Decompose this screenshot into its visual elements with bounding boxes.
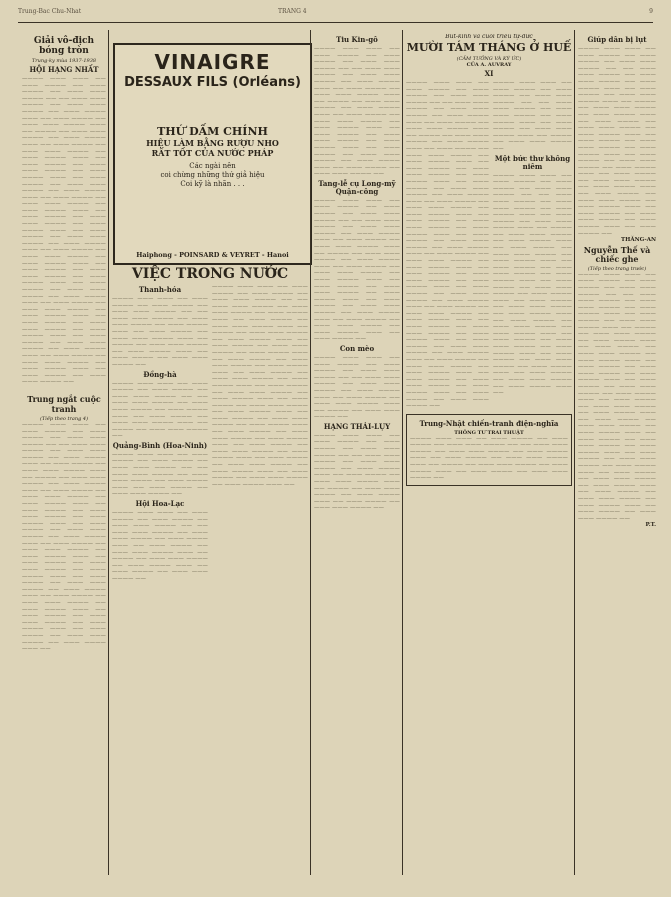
ad-line-5: coi chừng những thứ giả hiệu	[160, 171, 265, 179]
signature-thang-an: THĂNG-AN	[621, 237, 656, 244]
column-flood-relief	[578, 34, 656, 874]
section-tang-le: Tang-lễ cụ Long-mỹ Quận-công	[318, 178, 396, 196]
section-hoi-hoa-lac: Hội Hoa-Lạc	[135, 499, 185, 509]
ad-line-6: Coi kỹ là nhãn . . .	[180, 180, 245, 188]
column-rule-2	[310, 30, 311, 875]
ad-agent: Haiphong - POINSARD & VEYRET - Hanoi	[136, 251, 289, 259]
thanh-hoa-body: ———— ——— ——— —— ——— ———— —— ——— ———— —— ——— ——— ———— —— —— ——— ——— ———— —— ——— ——— ———— —— ——— ———— ——— —— ——— ———— —— ——— ——— ———— ——— —— ———— —— ——— ——— ———— —— ——— ———— ——— —— ——— ———— —— ——— ——— ———— ——	[112, 296, 208, 368]
section-con-meo: Con mèo	[339, 343, 375, 353]
nguyen-the-subtitle: (Tiếp theo trang trước)	[587, 265, 647, 272]
con-meo-body: ———— ——— ——— —— ——— ———— —— ——— ———— —— ——— ——— ———— —— —— ——— ——— ———— —— ——— ——— ———— —— ——— ———— ——— —— ——— ———— —— ——— ——— ———— ——— —— ———— —— ——— ——— ———— ——	[314, 354, 400, 421]
section-hang-thai-luy: HẠNG THÁI-LỤY	[323, 421, 391, 431]
domestic-news-title: VIỆC TRONG NƯỚC	[131, 266, 289, 282]
masthead-left: Trung-Bac Chu-Nhat	[18, 8, 82, 15]
war-subheading: (Tiếp theo trang 4)	[39, 415, 89, 422]
tiu-kin-go-body: ———— ——— ——— —— ——— ———— —— ——— ———— —— ——— ——— ———— —— —— ——— ——— ———— —— ——— ——— ———— —— ——— ———— ——— —— ——— ———— —— ——— ——— ———— ——— —— ———— —— ——— ——— ———— —— ——— ———— ——— —— ——— ———— —— ——— ——— ———— —— ——— ———— ——— —— ——— ———— —— ——— ——— ———— —— ——— ———— ——— —— ——— ———— —— ——— ——— ———— —— ——— ———— ——— —— ——— ———— —— ——— ——— ———— ——	[314, 46, 400, 178]
masthead-center: TRANG 4	[278, 8, 307, 15]
memoir-body-1: ———— ——— ——— —— ——— ———— —— ——— ———— —— ——— ——— ———— —— —— ——— ——— ———— —— ——— ——— ———— —— ——— ———— ——— —— ——— ———— —— ——— ——— ———— ——— —— ———— —— ——— ——— ———— —— ——— ———— ——— —— ——— ———— —— ——— ——— ———— —— ——— ———— ——— —— ——— ———— —— ——— ——— ———— —— ——— ———— ——— —— ——— ———— —— ——— ——— ———— —— ——— ———— ——— —— ——— ———— —— ——— ——— ———— —— ——— ———— ——— —— ——— ———— —— ——— ——— ———— —— ——— ———— ——— —— ——— ———— —— ——— ——— ———— —— ——— ———— ——— —— ——— ———— —— ——— ——— ———— —— ——— ———— ——— —— ——— ———— —— ——— ——— ———— —— ——— ———— ——— —— ——— ———— —— ——— ——— ———— —— ——— ———— ——— —— ——— ———— —— ——— ——— ———— —— ——— ———— ——— —— ——— ———— —— ——— ——— ———— —— ——— ———— ——— —— ——— ———— —— ——— ——— ———— —— ——— ———— ——— —— ——— ———— —— ——— ——— ———— —— ——— ———— ——— —— ——— ———— —— ——— ——— ———— —— ——— ———— ——— —— ——— ———— —— ——— ——— ———— ——	[406, 80, 489, 410]
memoir-head: Bút-kinh và cuối triều tự-đức	[445, 34, 533, 40]
memoir-title: MƯỜI TÁM THÁNG Ở HUẾ	[406, 41, 572, 54]
column-rule-4	[574, 30, 575, 875]
sports-title: Giải vô-địch bóng tròn	[33, 36, 95, 56]
sports-body: ———— ——— ——— —— ——— ———— —— ——— ———— —— ——— ——— ———— —— —— ——— ——— ———— —— ——— ——— ———— —— ——— ———— ——— —— ——— ———— —— ——— ——— ———— ——— —— ———— —— ——— ——— ———— —— ——— ———— ——— —— ——— ———— —— ——— ——— ———— —— ——— ———— ——— —— ——— ———— —— ——— ——— ———— —— ——— ———— ——— —— ——— ———— —— ——— ——— ———— —— ——— ———— ——— —— ——— ———— —— ——— ——— ———— —— ——— ———— ——— —— ——— ———— —— ——— ——— ———— —— ——— ———— ——— —— ——— ———— —— ——— ——— ———— —— ——— ———— ——— —— ——— ———— —— ——— ——— ———— —— ——— ———— ——— —— ——— ———— —— ——— ——— ———— —— ——— ———— ——— —— ——— ———— —— ——— ——— ———— —— ——— ———— ——— —— ——— ———— —— ——— ——— ———— —— ——— ———— ——— —— ——— ———— —— ——— ——— ———— —— ——— ———— ——— —— ——— ———— —— ——— ——— ———— —— ——— ———— ——— —— ——— ———— —— ——— ——— ———— —— ——— ———— ——— —— ——— ———— —— ——— ——— ———— ——	[22, 76, 106, 386]
section-dong-ha: Đồng-hà	[143, 369, 177, 379]
domestic-news-body-2: ———— ——— ——— —— ——— ———— —— ——— ———— —— ——— ——— ———— —— —— ——— ——— ———— —— ——— ——— ———— —— ——— ———— ——— —— ——— ———— —— ——— ——— ———— ——— —— ———— —— ——— ——— ———— —— ——— ———— ——— —— ——— ———— —— ——— ——— ———— —— ——— ———— ——— —— ——— ———— —— ——— ——— ———— —— ——— ———— ——— —— ——— ———— —— ——— ——— ———— —— ——— ———— ——— —— ——— ———— —— ——— ——— ———— —— ——— ———— ——— —— ——— ———— —— ——— ——— ———— —— ——— ———— ——— —— ——— ———— —— ——— ——— ———— —— ——— ———— ——— —— ——— ———— —— ——— ——— ———— —— ——— ———— ——— —— ——— ———— —— ——— ——— ———— —— ——— ———— ——— —— ——— ———— —— ——— ——— ———— —— ——— ———— ——— —— ——— ———— —— ——— ——— ———— —— ——— ———— ——— ——	[212, 284, 308, 488]
column-sports	[22, 34, 106, 874]
column-hue-memoir	[392, 34, 572, 874]
flood-relief-body: ———— ——— ——— —— ——— ———— —— ——— ———— —— ——— ——— ———— —— —— ——— ——— ———— —— ——— ——— ———— —— ——— ———— ——— —— ——— ———— —— ——— ——— ———— ——— —— ———— —— ——— ——— ———— —— ——— ———— ——— —— ——— ———— —— ——— ——— ———— —— ——— ———— ——— —— ——— ———— —— ——— ——— ———— —— ——— ———— ——— —— ——— ———— —— ——— ——— ———— —— ——— ———— ——— —— ——— ———— —— ——— ——— ———— —— ——— ———— ——— —— ——— ———— —— ——— ——— ———— —— ——— ———— ——— —— ——— ———— —— ——— ——— ———— —— ——— ———— ——— —— ——— ———— ——	[578, 46, 656, 237]
vinegar-advertisement	[113, 43, 312, 265]
tang-le-body: ———— ——— ——— —— ——— ———— —— ——— ———— —— ——— ——— ———— —— —— ——— ——— ———— —— ——— ——— ———— —— ——— ———— ——— —— ——— ———— —— ——— ——— ———— ——— —— ———— —— ——— ——— ———— —— ——— ———— ——— —— ——— ———— —— ——— ——— ———— —— ——— ———— ——— —— ——— ———— —— ——— ——— ———— —— ——— ———— ——— —— ——— ———— —— ——— ——— ———— —— ——— ———— ——— —— ——— ———— —— ——— ——— ———— —— ——— ———— ——— —— ——— ———— ——	[314, 197, 400, 343]
memoir-section-number: XI	[484, 69, 494, 78]
league-heading: HỘI HẠNG NHẤT	[29, 65, 99, 74]
ad-line-4: Các ngài nên	[189, 162, 236, 170]
column-misc-news	[314, 34, 400, 874]
war-report-subtitle: THÔNG TƯ TRAI THUẬT	[454, 429, 524, 436]
ad-line-1: THỨ DẤM CHÍNH	[157, 125, 268, 138]
war-report-title: Trung-Nhật chiến-tranh điện-nghĩa	[419, 418, 559, 428]
ad-brand: VINAIGRE	[154, 50, 271, 74]
war-heading: Trung ngắt cuộc tranh	[27, 393, 101, 414]
hoi-hoa-lac-body: ———— ——— ——— —— ——— ———— —— ——— ———— —— ——— ——— ———— —— —— ——— ——— ———— —— ——— ——— ———— —— ——— ———— ——— —— ——— ———— —— ——— ——— ———— ——— —— ———— —— ——— ——— ———— —— ——— ———— ——— —— ——— ———— —— ——— ——— ———— ——	[112, 510, 208, 582]
war-report-body: ———— ——— ——— —— ——— ———— —— ——— ———— —— ——— ——— ———— —— —— ——— ——— ———— —— ——— ——— ———— —— ——— ———— ——— —— ——— ———— —— ——— ——— ———— ——— —— ———— —— ——— ——— ———— —— ——— ———— ——— —— ——— ———— —— ——— ——— ———— ——	[410, 435, 568, 482]
nguyen-the-body: ———— ——— ——— —— ——— ———— —— ——— ———— —— ——— ——— ———— —— —— ——— ——— ———— —— ——— ——— ———— —— ——— ———— ——— —— ——— ———— —— ——— ——— ———— ——— —— ———— —— ——— ——— ———— —— ——— ———— ——— —— ——— ———— —— ——— ——— ———— —— ——— ———— ——— —— ——— ———— —— ——— ——— ———— —— ——— ———— ——— —— ——— ———— —— ——— ——— ———— —— ——— ———— ——— —— ——— ———— —— ——— ——— ———— —— ——— ———— ——— —— ——— ———— —— ——— ——— ———— —— ——— ———— ——— —— ——— ———— —— ——— ——— ———— —— ——— ———— ——— —— ——— ———— —— ——— ——— ———— —— ——— ———— ——— —— ——— ———— —— ——— ——— ———— —— ——— ———— ——— —— ——— ———— —— ——— ——— ———— —— ——— ———— ——— —— ——— ———— —— ——— ——— ———— ——	[578, 271, 656, 522]
masthead	[18, 8, 653, 22]
section-quang-binh: Quảng-Bình (Hoa-Ninh)	[112, 440, 208, 450]
sports-subtitle: Trung-ky mùa 1937-1938	[31, 58, 97, 64]
memoir-body-2: ———— ——— ——— —— ——— ———— —— ——— ———— —— ——— ——— ———— —— —— ——— ——— ———— —— ——— ——— ———— —— ——— ———— ——— —— ——— ———— —— ——— ——— ———— ——— —— ———— —— ——— ——— ———— ——	[492, 80, 572, 152]
war-report-box	[406, 414, 572, 486]
war-body: ———— ——— ——— —— ——— ———— —— ——— ———— —— ——— ——— ———— —— —— ——— ——— ———— —— ——— ——— ———— —— ——— ———— ——— —— ——— ———— —— ——— ——— ———— ——— —— ———— —— ——— ——— ———— —— ——— ———— ——— —— ——— ———— —— ——— ——— ———— —— ——— ———— ——— —— ——— ———— —— ——— ——— ———— —— ——— ———— ——— —— ——— ———— —— ——— ——— ———— —— ——— ———— ——— —— ——— ———— —— ——— ——— ———— —— ——— ———— ——— —— ——— ———— —— ——— ——— ———— —— ——— ———— ——— —— ——— ———— —— ——— ——— ———— —— ——— ———— ——— —— ——— ———— —— ——— ——— ———— —— ——— ———— ——— —— ——— ———— —— ——— ——— ———— —— ——— ———— ——— —— ——— ———— —— ——— ——— ———— —— ——— ———— ——— ——	[22, 421, 106, 653]
column-domestic-news	[112, 264, 308, 874]
quang-binh-body: ———— ——— ——— —— ——— ———— —— ——— ———— —— ——— ——— ———— —— —— ——— ——— ———— —— ——— ——— ———— —— ——— ———— ——— —— ——— ———— —— ——— ——— ———— ——	[112, 451, 208, 498]
page-number: 9	[649, 8, 653, 15]
section-tiu-kin-go: Tiu Kin-gô	[336, 35, 378, 44]
dong-ha-body: ———— ——— ——— —— ——— ———— —— ——— ———— —— ——— ——— ———— —— —— ——— ——— ———— —— ——— ——— ———— —— ——— ———— ——— —— ——— ———— —— ——— ——— ———— ——— —— ———— —— ——— ——— ———— ——	[112, 380, 208, 440]
top-rule	[18, 22, 653, 23]
section-thanh-hoa: Thanh-hóa	[138, 285, 182, 294]
section-nguyen-the: Nguyễn Thế và chiếc ghe	[583, 244, 651, 264]
column-rule-1	[108, 30, 109, 875]
ad-line-2: HIỆU LÀM BẰNG RƯỢU NHO	[146, 138, 279, 148]
memoir-subtitle: (CẢM TƯỞNG VÀ KÝ ỨC)	[456, 56, 522, 62]
memoir-author: CỦA A. AUVRAY	[466, 62, 512, 68]
flood-relief-title: Giúp dân bị lụt	[587, 35, 647, 44]
ad-line-3: RẤT TỐT CỦA NƯỚC PHÁP	[151, 148, 274, 158]
section-letter: Một bức thư không niêm	[494, 153, 571, 171]
hang-thai-luy-body: ———— ——— ——— —— ——— ———— —— ——— ———— —— ——— ——— ———— —— —— ——— ——— ———— —— ——— ——— ———— —— ——— ———— ——— —— ——— ———— —— ——— ——— ———— ——— —— ———— —— ——— ——— ———— —— ——— ———— ——— —— ——— ———— —— ——— ——— ———— ——	[314, 432, 400, 512]
signature-pt: P.T.	[645, 522, 656, 529]
letter-body: ———— ——— ——— —— ——— ———— —— ——— ———— —— ——— ——— ———— —— —— ——— ——— ———— —— ——— ——— ———— —— ——— ———— ——— —— ——— ———— —— ——— ——— ———— ——— —— ———— —— ——— ——— ———— —— ——— ———— ——— —— ——— ———— —— ——— ——— ———— —— ——— ———— ——— —— ——— ———— —— ——— ——— ———— —— ——— ———— ——— —— ——— ———— —— ——— ——— ———— —— ——— ———— ——— —— ——— ———— —— ——— ——— ———— —— ——— ———— ——— —— ——— ———— —— ——— ——— ———— —— ——— ———— ——— —— ——— ———— —— ——— ——— ———— —— ——— ———— ——— —— ——— ———— —— ——— ——— ———— —— ——— ———— ——— —— ——— ———— —— ——— ——— ———— —— ——— ———— ——— ——	[492, 172, 572, 397]
ad-maker: DESSAUX FILS (Orléans)	[124, 75, 301, 90]
